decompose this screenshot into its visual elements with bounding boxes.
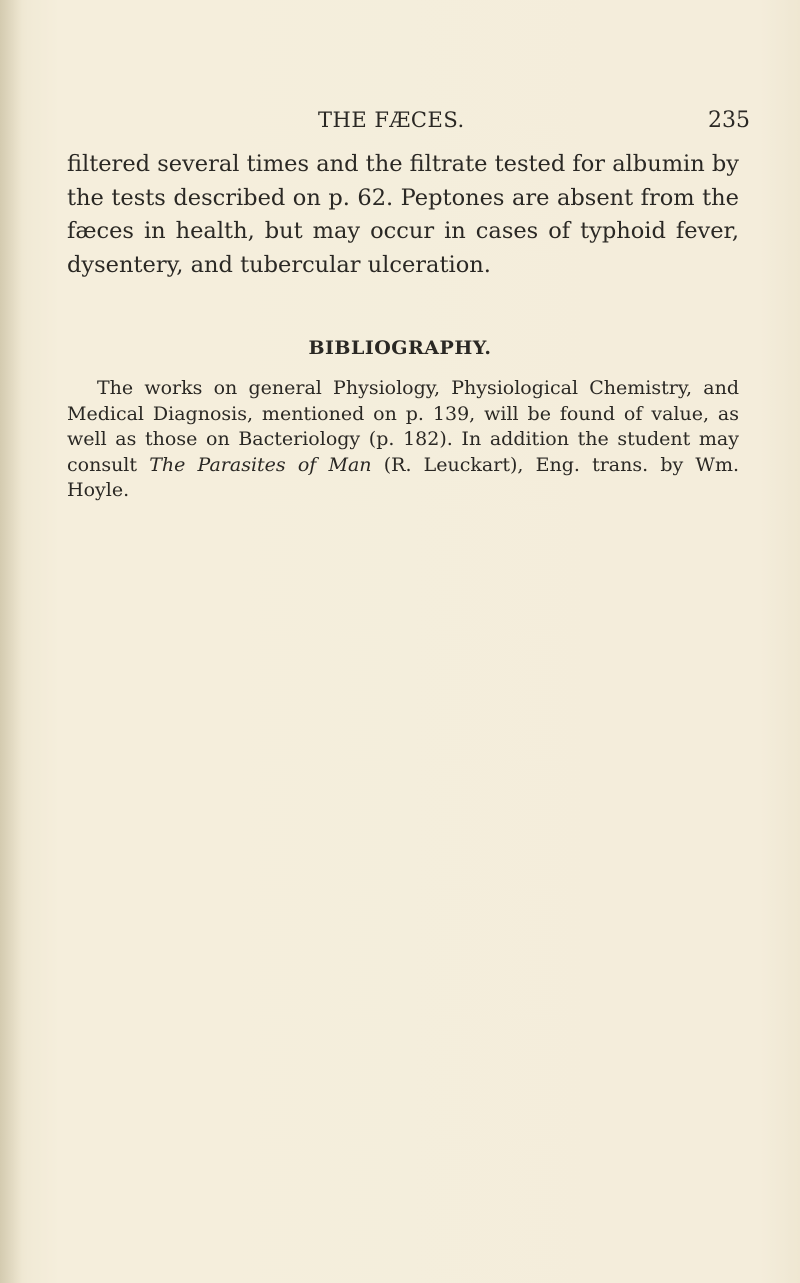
book-title-part2: Man bbox=[328, 453, 372, 476]
running-head: THE FÆCES. bbox=[318, 108, 465, 132]
bibliography-text-after: (R. Leuckart), Eng. trans. by Wm. Hoyle. bbox=[67, 453, 739, 501]
bibliography-paragraph bbox=[67, 376, 739, 504]
page-header bbox=[0, 108, 800, 138]
gutter-shadow bbox=[0, 0, 22, 1283]
bibliography-text-before: The works on general Physiology, Physiological Chemistry, and Medical Diagnosis, mentioned on p. 139, will be found of value, as well as those on Bacteriology (p. 182). In addition the student may consult bbox=[67, 377, 739, 476]
book-title-part1: The Parasites of bbox=[149, 453, 317, 476]
bibliography-heading: BIBLIOGRAPHY. bbox=[308, 337, 492, 359]
page-number: 235 bbox=[708, 108, 750, 133]
body-paragraph: filtered several times and the filtrate tested for albumin by the tests described on p. 62. Peptones are absent from the fæces in health, but may occur in cases of typhoid fever, dysentery, and tubercular ulceration. bbox=[67, 151, 739, 278]
